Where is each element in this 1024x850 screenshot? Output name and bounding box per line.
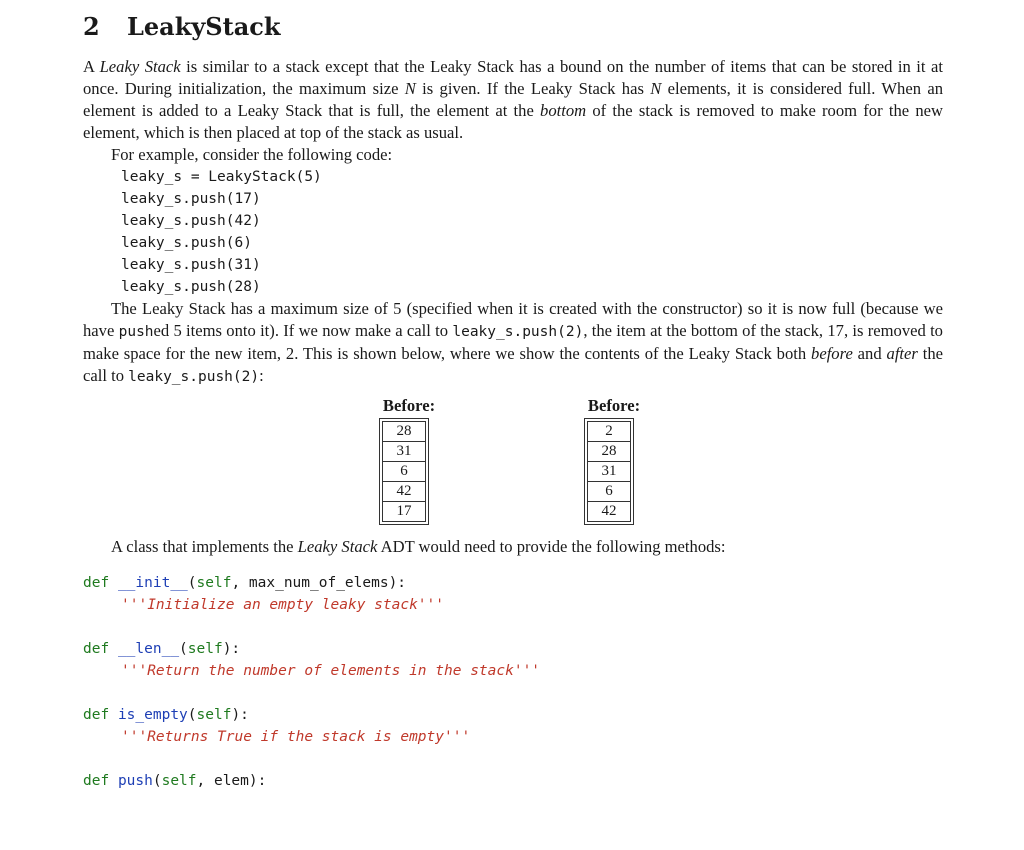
stack-cell: 6 [383,462,426,482]
methods-code-block [83,572,943,792]
before-stack [379,396,439,529]
code-line: leaky_s.push(17) [121,191,261,207]
methods-intro: A class that implements the Leaky Stack ADT would need to provide the following methods: [111,537,726,556]
section-heading [83,12,943,42]
example-code-block [121,166,943,298]
document-page [83,12,943,792]
example-intro: For example, consider the following code: [111,145,393,164]
after-stack [584,396,644,529]
method-is-empty-docstring: '''Returns True if the stack is empty''' [121,729,471,745]
stack-cell: 42 [383,482,426,502]
explanation-paragraph: The Leaky Stack has a maximum size of 5 (specified when it is created with the constructor) so it is now full (because we have pushed 5 items onto it). If we now make a call to leaky_s.push(2), the item at the bottom of the stack, 17, is removed to make space for the new item, 2. This is shown below, where we show the contents of the Leaky Stack both before and after the call to leaky_s.push(2): [83,299,944,385]
section-title: LeakyStack [127,12,281,41]
method-len-docstring: '''Return the number of elements in the stack''' [121,663,541,679]
code-line: leaky_s.push(28) [121,279,261,295]
method-is-empty-signature: def is_empty(self): [83,707,249,723]
stack-cell: 17 [383,502,426,522]
stack-cell: 6 [588,482,631,502]
after-label: Before: [587,396,641,415]
before-label: Before: [382,396,436,415]
stack-cell: 28 [588,442,631,462]
stack-cell: 31 [383,442,426,462]
code-line: leaky_s.push(31) [121,257,261,273]
stack-cell: 42 [588,502,631,522]
code-line: leaky_s.push(42) [121,213,261,229]
intro-paragraph: A Leaky Stack is similar to a stack except that the Leaky Stack has a bound on the number of items that can be stored in it at once. During initialization, the maximum size N is given. If the Leaky Stack has N elements, it is considered full. When an element is added to a Leaky Stack that is full, the element at the bottom of the stack is removed to make room for the new element, which is then placed at top of the stack as usual. [83,57,943,142]
stack-cell: 28 [383,422,426,442]
stack-tables [83,396,943,536]
method-init-signature: def __init__(self, max_num_of_elems): [83,575,407,591]
method-push-signature: def push(self, elem): [83,773,267,789]
before-table [382,421,426,522]
section-number: 2 [83,12,100,41]
stack-cell: 31 [588,462,631,482]
after-table [587,421,631,522]
method-len-signature: def __len__(self): [83,641,241,657]
code-line: leaky_s = LeakyStack(5) [121,169,322,185]
stack-cell: 2 [588,422,631,442]
method-init-docstring: '''Initialize an empty leaky stack''' [121,597,445,613]
code-line: leaky_s.push(6) [121,235,252,251]
